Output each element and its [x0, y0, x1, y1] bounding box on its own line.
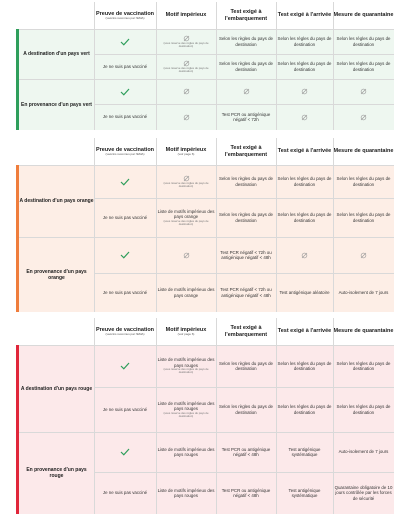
motif-cell	[156, 165, 216, 198]
vaccinated-cell	[94, 79, 156, 104]
motif-text: Liste de motifs impérieux des pays orange	[157, 208, 215, 220]
grid-line	[276, 318, 277, 514]
test-cell	[276, 104, 333, 130]
test-cell: Test antigénique aléatoire	[279, 289, 330, 295]
rule-cell: Selon les règles du pays de destination	[219, 212, 273, 223]
reserve-note: (sous réserve des règles du pays de destination)	[163, 218, 209, 226]
grid-line	[94, 104, 394, 105]
grid-line	[216, 318, 217, 514]
grid-line	[94, 198, 394, 199]
test-cell	[276, 237, 333, 273]
header-label: Motif impérieux	[165, 12, 207, 19]
reserve-note: (sous réserve des règles du pays de destination)	[163, 410, 209, 418]
test-cell: Test PCR ou antigénique négatif < 48h	[221, 487, 271, 498]
grid-line	[333, 318, 334, 514]
header-sub: (voir page 6)	[177, 331, 195, 336]
empty-set-icon	[360, 88, 367, 95]
empty-set-icon	[243, 88, 250, 95]
header-label: Mesure de quarantaine	[333, 12, 394, 19]
empty-set-icon	[183, 88, 190, 95]
rule-cell: Selon les règles du pays de destination	[219, 404, 273, 415]
header-label: Motif impérieux	[165, 326, 207, 333]
rule-cell: Selon les règles du pays de destination	[219, 36, 273, 47]
header-sub: (vaccins reconnus par l'EMA)	[105, 15, 145, 20]
header-label: Mesure de quarantaine	[333, 328, 394, 335]
grid-line	[19, 29, 394, 30]
check-icon	[120, 448, 130, 456]
rule-cell: Selon les règles du pays de destination	[219, 61, 273, 72]
rule-cell: Selon les règles du pays de destination	[277, 61, 332, 72]
not-vaccinated-cell: Je ne suis pas vacciné	[102, 289, 148, 295]
table-header	[14, 318, 394, 345]
reserve-note: (sous réserve des règles du pays de destination)	[163, 367, 209, 375]
motif-cell	[156, 345, 216, 387]
grid-line	[19, 345, 394, 346]
section-label: A destination d'un pays vert	[23, 51, 90, 57]
section-label: A destination d'un pays orange	[19, 198, 94, 204]
rule-cell: Selon les règles du pays de destination	[219, 176, 273, 187]
test-cell: Test antigénique systématique	[288, 487, 321, 498]
motif-cell: Liste de motifs impérieux des pays rouges	[157, 487, 215, 498]
vaccinated-cell	[94, 345, 156, 387]
green-section	[14, 2, 394, 130]
not-vaccinated-cell: Je ne suis pas vacciné	[102, 63, 148, 69]
motif-cell	[156, 198, 216, 237]
empty-set-icon	[360, 114, 367, 121]
header-sub: (voir page 6)	[177, 151, 195, 156]
header-test-arrival	[276, 138, 333, 165]
rule-cell: Selon les règles du pays de destination	[277, 176, 332, 187]
header-vaccination	[94, 138, 156, 165]
grid-line	[333, 2, 334, 130]
motif-cell	[156, 387, 216, 432]
quarantine-cell	[333, 237, 394, 273]
grid-line	[19, 165, 394, 166]
red-section	[14, 318, 394, 514]
grid-line	[94, 472, 394, 473]
empty-set-icon	[301, 252, 308, 259]
motif-cell	[156, 104, 216, 130]
test-cell: Test antigénique systématique	[288, 446, 321, 457]
vaccinated-cell	[94, 237, 156, 273]
grid-line	[19, 432, 394, 433]
check-icon	[120, 362, 130, 370]
header-test-arrival	[276, 318, 333, 345]
test-cell: Test PCR négatif < 72h ou antigénique négatif < 48h	[220, 249, 272, 260]
rule-cell: Selon les règles du pays de destination	[336, 404, 391, 415]
not-vaccinated-cell: Je ne suis pas vacciné	[102, 114, 148, 120]
motif-text: Liste de motifs impérieux des pays rouges	[157, 400, 215, 412]
grid-line	[94, 2, 95, 130]
header-label: Preuve de vaccination	[95, 10, 155, 17]
motif-cell: Liste de motifs impérieux des pays rouges	[157, 446, 215, 457]
vaccinated-cell	[94, 432, 156, 472]
check-icon	[120, 178, 130, 186]
quarantine-cell: Auto-isolement de 7 jours	[338, 449, 389, 455]
header-sub: (vaccins reconnus par l'EMA)	[105, 331, 145, 336]
motif-cell	[156, 29, 216, 54]
grid-line	[19, 237, 394, 238]
grid-line	[94, 318, 95, 514]
header-label: Test exigé à l'embarquement	[224, 9, 268, 22]
section-label: En provenance d'un pays vert	[21, 101, 92, 108]
rule-cell: Selon les règles du pays de destination	[277, 36, 332, 47]
quarantine-cell: Quarantaine obligatoire de 10 jours contrôlée par les forces de sécurité	[334, 484, 393, 501]
grid-line	[276, 2, 277, 130]
header-quarantine	[333, 2, 394, 29]
header-test-arrival	[276, 2, 333, 29]
not-vaccinated-cell: Je ne suis pas vacciné	[102, 406, 148, 412]
rule-cell: Selon les règles du pays de destination	[336, 360, 391, 371]
header-test-embark	[216, 138, 276, 165]
header-label: Mesure de quarantaine	[333, 148, 394, 155]
grid-line	[156, 318, 157, 514]
header-motif	[156, 318, 216, 345]
grid-line	[94, 273, 394, 274]
header-label: Test exigé à l'embarquement	[224, 145, 268, 158]
rule-cell: Selon les règles du pays de destination	[277, 404, 332, 415]
reserve-note: (sous réserve des règles du pays de destination)	[163, 40, 209, 48]
vaccinated-cell	[94, 29, 156, 54]
grid-line	[94, 387, 394, 388]
header-vaccination	[94, 318, 156, 345]
grid-line	[19, 79, 394, 80]
rule-cell: Selon les règles du pays de destination	[336, 176, 391, 187]
quarantine-cell	[333, 79, 394, 104]
not-vaccinated-cell: Je ne suis pas vacciné	[102, 490, 148, 496]
quarantine-cell	[333, 104, 394, 130]
motif-cell	[156, 79, 216, 104]
check-icon	[120, 251, 130, 259]
rule-cell: Selon les règles du pays de destination	[277, 360, 332, 371]
grid-line	[156, 2, 157, 130]
rule-cell: Selon les règles du pays de destination	[336, 36, 391, 47]
empty-set-icon	[301, 88, 308, 95]
header-motif	[156, 2, 216, 29]
header-test-embark	[216, 2, 276, 29]
test-cell: Test PCR ou antigénique négatif < 48h	[221, 446, 271, 457]
header-quarantine	[333, 138, 394, 165]
test-cell	[276, 79, 333, 104]
table-header	[14, 138, 394, 165]
header-label: Test exigé à l'embarquement	[224, 325, 268, 338]
header-label: Preuve de vaccination	[95, 146, 155, 153]
header-test-embark	[216, 318, 276, 345]
rule-cell: Selon les règles du pays de destination	[336, 61, 391, 72]
empty-set-icon	[301, 114, 308, 121]
empty-set-icon	[360, 252, 367, 259]
reserve-note: (sous réserve des règles du pays de destination)	[163, 180, 209, 188]
motif-cell	[156, 237, 216, 273]
rule-cell: Selon les règles du pays de destination	[219, 360, 273, 371]
header-label: Motif impérieux	[165, 146, 207, 153]
motif-cell: Liste de motifs impérieux des pays orange	[157, 287, 215, 298]
header-quarantine	[333, 318, 394, 345]
header-motif	[156, 138, 216, 165]
header-label: Preuve de vaccination	[95, 326, 155, 333]
grid-line	[216, 2, 217, 130]
quarantine-cell: Auto-isolement de 7 jours	[338, 289, 389, 295]
header-label: Test exigé à l'arrivée	[277, 12, 332, 19]
section-label: En provenance d'un pays orange	[26, 268, 87, 281]
check-icon	[120, 38, 130, 46]
table-header	[14, 2, 394, 29]
section-label: A destination d'un pays rouge	[20, 385, 93, 392]
test-cell: Test PCR ou antigénique négatif < 72h	[221, 111, 271, 122]
not-vaccinated-cell: Je ne suis pas vacciné	[102, 214, 148, 220]
orange-section	[14, 138, 394, 312]
header-label: Test exigé à l'arrivée	[277, 328, 332, 335]
section-label: En provenance d'un pays rouge	[26, 467, 87, 479]
vaccinated-cell	[94, 165, 156, 198]
test-cell	[216, 79, 276, 104]
reserve-note: (sous réserve des règles du pays de destination)	[163, 65, 209, 73]
header-label: Test exigé à l'arrivée	[277, 148, 332, 155]
test-cell: Test PCR négatif < 72h ou antigénique négatif < 48h	[220, 287, 272, 298]
header-sub: (vaccins reconnus par l'EMA)	[105, 151, 145, 156]
motif-text: Liste de motifs impérieux des pays rouges	[157, 357, 215, 368]
grid-line	[94, 54, 394, 55]
rule-cell: Selon les règles du pays de destination	[336, 212, 391, 223]
header-vaccination	[94, 2, 156, 29]
motif-cell	[156, 54, 216, 79]
check-icon	[120, 88, 130, 96]
rule-cell: Selon les règles du pays de destination	[277, 212, 332, 223]
empty-set-icon	[183, 114, 190, 121]
empty-set-icon	[183, 252, 190, 259]
